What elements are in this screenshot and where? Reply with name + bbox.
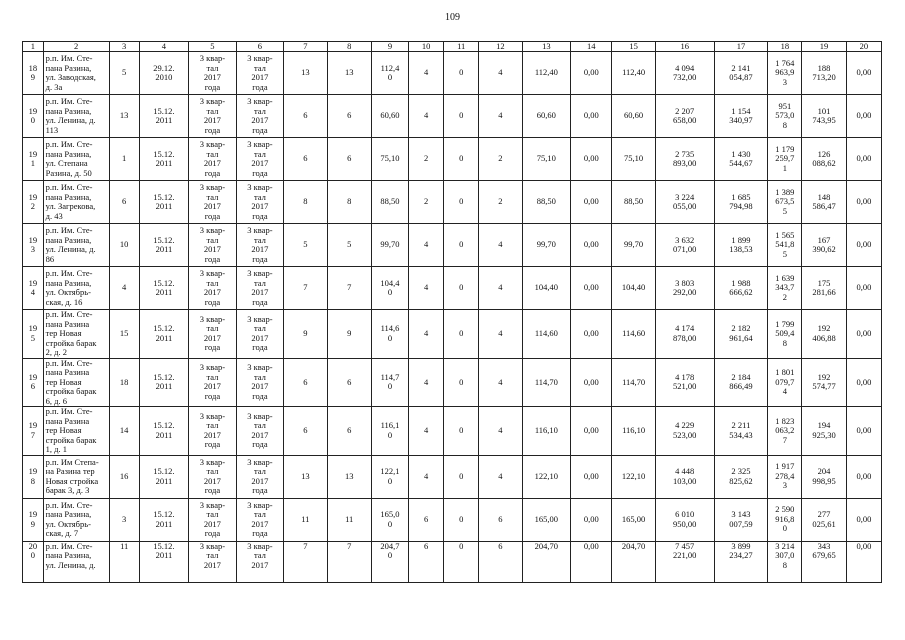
table-cell: 0 — [444, 52, 479, 95]
table-cell: 4 178 521,00 — [655, 358, 714, 407]
table-cell: 165,00 — [612, 498, 655, 541]
column-header: 11 — [444, 42, 479, 52]
table-cell: 0,00 — [571, 95, 612, 138]
table-cell: 19 5 — [23, 310, 44, 359]
table-cell: 2 325 825,62 — [714, 455, 768, 498]
column-header: 1 — [23, 42, 44, 52]
table-cell: 7 — [284, 267, 327, 310]
table-cell: 204,70 — [522, 541, 571, 582]
table-cell: 0 — [444, 455, 479, 498]
table-cell: 15.12. 2011 — [139, 224, 189, 267]
table-cell: 99,70 — [522, 224, 571, 267]
table-cell: 88,50 — [612, 181, 655, 224]
table-cell: 4 — [409, 310, 444, 359]
table-cell: 3 квар- тал 2017 года — [236, 358, 283, 407]
table-cell: 3 квар- тал 2017 года — [236, 52, 283, 95]
column-header: 12 — [479, 42, 522, 52]
table-cell: 6 — [327, 138, 371, 181]
table-cell: 1 988 666,62 — [714, 267, 768, 310]
address-cell: р.п. Им. Сте- пана Разина, ул. Ленина, д. 113 — [43, 95, 109, 138]
table-cell: 3 квар- тал 2017 года — [189, 138, 236, 181]
address-cell: р.п. Им. Сте- пана Разина тер Новая стройка барак 1, д. 1 — [43, 407, 109, 456]
table-cell: 0,00 — [571, 541, 612, 582]
table-cell: 126 088,62 — [802, 138, 846, 181]
table-cell: 114,70 — [612, 358, 655, 407]
table-cell: 15.12. 2011 — [139, 541, 189, 582]
table-cell: 0,00 — [846, 498, 881, 541]
column-header: 7 — [284, 42, 327, 52]
table-cell: 1 801 079,7 4 — [768, 358, 802, 407]
address-cell: р.п. Им. Сте- пана Разина тер Новая стройка барак 6, д. 6 — [43, 358, 109, 407]
table-cell: 1 154 340,97 — [714, 95, 768, 138]
table-cell: 3 квар- тал 2017 года — [189, 455, 236, 498]
table-cell: 112,40 — [522, 52, 571, 95]
table-cell: 16 — [109, 455, 139, 498]
address-cell: р.п. Им. Сте- пана Разина, ул. Октябрь- ская, д. 7 — [43, 498, 109, 541]
table-cell: 14 — [109, 407, 139, 456]
table-cell: 116,10 — [522, 407, 571, 456]
column-header: 13 — [522, 42, 571, 52]
column-header: 5 — [189, 42, 236, 52]
table-cell: 13 — [109, 95, 139, 138]
column-header: 3 — [109, 42, 139, 52]
table-cell: 4 — [479, 358, 522, 407]
table-cell: 6 — [479, 541, 522, 582]
table-cell: 5 — [327, 224, 371, 267]
table-cell: 0 — [444, 358, 479, 407]
address-cell: р.п. Им. Сте- пана Разина тер Новая стройка барак 2, д. 2 — [43, 310, 109, 359]
table-cell: 75,10 — [371, 138, 408, 181]
table-cell: 0 — [444, 181, 479, 224]
table-cell: 6 — [109, 181, 139, 224]
table-cell: 99,70 — [612, 224, 655, 267]
table-cell: 7 — [327, 267, 371, 310]
table-cell: 2 590 916,8 0 — [768, 498, 802, 541]
table-cell: 6 — [284, 138, 327, 181]
table-cell: 112,40 — [612, 52, 655, 95]
table-cell: 4 — [409, 455, 444, 498]
address-cell: р.п. Им. Сте- пана Разина, ул. Ленина, д. — [43, 541, 109, 582]
table-row — [23, 407, 882, 456]
column-header: 6 — [236, 42, 283, 52]
table-cell: 3 квар- тал 2017 года — [189, 181, 236, 224]
table-cell: 13 — [327, 455, 371, 498]
table-cell: 3 квар- тал 2017 — [236, 541, 283, 582]
table-cell: 104,4 0 — [371, 267, 408, 310]
table-cell: 8 — [327, 181, 371, 224]
header-row — [23, 42, 882, 52]
table-cell: 3 632 071,00 — [655, 224, 714, 267]
table-cell: 951 573,0 8 — [768, 95, 802, 138]
table-cell: 5 — [284, 224, 327, 267]
column-header: 16 — [655, 42, 714, 52]
table-cell: 11 — [109, 541, 139, 582]
table-cell: 18 9 — [23, 52, 44, 95]
table-cell: 7 — [284, 541, 327, 582]
page-number: 109 — [445, 12, 460, 23]
table-cell: 192 574,77 — [802, 358, 846, 407]
table-cell: 19 3 — [23, 224, 44, 267]
table-cell: 188 713,20 — [802, 52, 846, 95]
table-cell: 7 457 221,00 — [655, 541, 714, 582]
table-cell: 3 — [109, 498, 139, 541]
table-cell: 2 184 866,49 — [714, 358, 768, 407]
table-cell: 19 1 — [23, 138, 44, 181]
table-cell: 9 — [284, 310, 327, 359]
table-cell: 3 квар- тал 2017 года — [236, 95, 283, 138]
table-cell: 0,00 — [571, 358, 612, 407]
table-cell: 2 182 961,64 — [714, 310, 768, 359]
table-cell: 11 — [284, 498, 327, 541]
table-cell: 4 — [479, 407, 522, 456]
table-cell: 0,00 — [571, 498, 612, 541]
table-cell: 19 7 — [23, 407, 44, 456]
table-cell: 167 390,62 — [802, 224, 846, 267]
table-cell: 1 899 138,53 — [714, 224, 768, 267]
table-cell: 15.12. 2011 — [139, 498, 189, 541]
table-cell: 204,70 — [612, 541, 655, 582]
table-cell: 4 094 732,00 — [655, 52, 714, 95]
table-cell: 3 квар- тал 2017 года — [236, 181, 283, 224]
table-cell: 2 141 054,87 — [714, 52, 768, 95]
table-cell: 4 — [409, 407, 444, 456]
table-cell: 0 — [444, 407, 479, 456]
table-cell: 122,10 — [522, 455, 571, 498]
table-cell: 1 823 063,2 7 — [768, 407, 802, 456]
table-row — [23, 52, 882, 95]
table-cell: 6 — [327, 358, 371, 407]
table-cell: 6 — [409, 498, 444, 541]
table-cell: 60,60 — [612, 95, 655, 138]
table-row — [23, 224, 882, 267]
table-cell: 1 565 541,8 5 — [768, 224, 802, 267]
table-cell: 20 0 — [23, 541, 44, 582]
table-cell: 6 — [479, 498, 522, 541]
table-cell: 4 — [479, 52, 522, 95]
table-cell: 0,00 — [571, 181, 612, 224]
table-cell: 3 143 007,59 — [714, 498, 768, 541]
table-cell: 3 803 292,00 — [655, 267, 714, 310]
table-cell: 6 010 950,00 — [655, 498, 714, 541]
table-cell: 19 0 — [23, 95, 44, 138]
table-cell: 13 — [284, 52, 327, 95]
table-cell: 9 — [327, 310, 371, 359]
table-cell: 204 998,95 — [802, 455, 846, 498]
table-cell: 15.12. 2011 — [139, 358, 189, 407]
table-cell: 6 — [284, 95, 327, 138]
address-cell: р.п. Им. Сте- пана Разина, ул. Степана Разина, д. 50 — [43, 138, 109, 181]
table-cell: 4 174 878,00 — [655, 310, 714, 359]
table-row — [23, 541, 882, 582]
table-cell: 4 — [409, 95, 444, 138]
table-cell: 3 квар- тал 2017 года — [236, 310, 283, 359]
table-cell: 122,1 0 — [371, 455, 408, 498]
table-row — [23, 358, 882, 407]
column-header: 2 — [43, 42, 109, 52]
table-cell: 1 639 343,7 2 — [768, 267, 802, 310]
table-cell: 114,6 0 — [371, 310, 408, 359]
address-cell: р.п. Им. Сте- пана Разина, ул. Заводская, д. 3а — [43, 52, 109, 95]
table-cell: 15.12. 2011 — [139, 310, 189, 359]
table-cell: 0,00 — [571, 224, 612, 267]
table-cell: 19 2 — [23, 181, 44, 224]
column-header: 17 — [714, 42, 768, 52]
table-row — [23, 310, 882, 359]
table-cell: 0 — [444, 95, 479, 138]
table-cell: 3 квар- тал 2017 года — [189, 358, 236, 407]
table-cell: 3 899 234,27 — [714, 541, 768, 582]
table-cell: 0,00 — [571, 267, 612, 310]
column-header: 20 — [846, 42, 881, 52]
table-cell: 3 квар- тал 2017 года — [236, 407, 283, 456]
table-cell: 3 квар- тал 2017 года — [189, 310, 236, 359]
table-cell: 1 764 963,9 3 — [768, 52, 802, 95]
table-cell: 114,60 — [522, 310, 571, 359]
table-cell: 3 квар- тал 2017 года — [236, 267, 283, 310]
table-cell: 4 — [409, 358, 444, 407]
table-cell: 15.12. 2011 — [139, 181, 189, 224]
table-cell: 60,60 — [522, 95, 571, 138]
table-cell: 165,00 — [522, 498, 571, 541]
table-cell: 3 квар- тал 2017 года — [189, 224, 236, 267]
table-cell: 88,50 — [522, 181, 571, 224]
table-cell: 2 — [479, 138, 522, 181]
table-cell: 2 207 658,00 — [655, 95, 714, 138]
table-row — [23, 181, 882, 224]
table-cell: 15.12. 2011 — [139, 455, 189, 498]
table-cell: 3 квар- тал 2017 года — [189, 95, 236, 138]
table-cell: 0 — [444, 541, 479, 582]
table-cell: 0,00 — [571, 310, 612, 359]
table-cell: 4 — [409, 52, 444, 95]
table-cell: 0,00 — [571, 52, 612, 95]
table-cell: 148 586,47 — [802, 181, 846, 224]
address-cell: р.п. Им. Сте- пана Разина, ул. Ленина, д. 86 — [43, 224, 109, 267]
table-cell: 343 679,65 — [802, 541, 846, 582]
table-cell: 1 917 278,4 3 — [768, 455, 802, 498]
table-cell: 0,00 — [571, 407, 612, 456]
table-cell: 7 — [327, 541, 371, 582]
table-cell: 19 9 — [23, 498, 44, 541]
table-cell: 3 квар- тал 2017 года — [189, 267, 236, 310]
table-cell: 4 — [479, 455, 522, 498]
table-cell: 3 квар- тал 2017 года — [236, 455, 283, 498]
table-cell: 2 — [479, 181, 522, 224]
table-cell: 0,00 — [846, 407, 881, 456]
table-cell: 2 735 893,00 — [655, 138, 714, 181]
column-header: 8 — [327, 42, 371, 52]
table-cell: 19 8 — [23, 455, 44, 498]
table-cell: 8 — [284, 181, 327, 224]
table-cell: 0,00 — [846, 95, 881, 138]
table-cell: 15.12. 2011 — [139, 95, 189, 138]
table-cell: 99,70 — [371, 224, 408, 267]
table-cell: 0,00 — [846, 455, 881, 498]
table-cell: 3 224 055,00 — [655, 181, 714, 224]
table-cell: 18 — [109, 358, 139, 407]
table-cell: 3 квар- тал 2017 — [189, 541, 236, 582]
table-row — [23, 267, 882, 310]
table-cell: 3 квар- тал 2017 года — [189, 407, 236, 456]
table-cell: 2 211 534,43 — [714, 407, 768, 456]
table-cell: 13 — [284, 455, 327, 498]
table-cell: 2 — [409, 181, 444, 224]
table-cell: 0,00 — [846, 267, 881, 310]
table-cell: 194 925,30 — [802, 407, 846, 456]
table-row — [23, 498, 882, 541]
table-cell: 0 — [444, 138, 479, 181]
table-cell: 1 430 544,67 — [714, 138, 768, 181]
table-cell: 19 4 — [23, 267, 44, 310]
table-cell: 4 — [479, 95, 522, 138]
table-cell: 0,00 — [846, 358, 881, 407]
address-cell: р.п. Им Степа- на Разина тер Новая стройка барак 3, д. 3 — [43, 455, 109, 498]
table-cell: 192 406,88 — [802, 310, 846, 359]
column-header: 15 — [612, 42, 655, 52]
table-cell: 4 — [109, 267, 139, 310]
table-cell: 13 — [327, 52, 371, 95]
table-cell: 3 214 307,0 8 — [768, 541, 802, 582]
table-cell: 75,10 — [612, 138, 655, 181]
table-cell: 6 — [409, 541, 444, 582]
table-cell: 1 389 673,5 5 — [768, 181, 802, 224]
table-cell: 15.12. 2011 — [139, 267, 189, 310]
table-cell: 4 448 103,00 — [655, 455, 714, 498]
table-cell: 6 — [327, 407, 371, 456]
table-cell: 4 — [409, 224, 444, 267]
table-cell: 2 — [409, 138, 444, 181]
table-cell: 0 — [444, 498, 479, 541]
table-cell: 6 — [284, 407, 327, 456]
table-cell: 104,40 — [612, 267, 655, 310]
address-cell: р.п. Им. Сте- пана Разина, ул. Октябрь- ская, д. 16 — [43, 267, 109, 310]
column-header: 4 — [139, 42, 189, 52]
table-cell: 88,50 — [371, 181, 408, 224]
column-header: 18 — [768, 42, 802, 52]
column-header: 14 — [571, 42, 612, 52]
table-cell: 277 025,61 — [802, 498, 846, 541]
table-cell: 101 743,95 — [802, 95, 846, 138]
table-cell: 11 — [327, 498, 371, 541]
table-cell: 3 квар- тал 2017 года — [236, 224, 283, 267]
table-cell: 60,60 — [371, 95, 408, 138]
table-cell: 0 — [444, 224, 479, 267]
column-header: 9 — [371, 42, 408, 52]
table-cell: 3 квар- тал 2017 года — [189, 498, 236, 541]
table-cell: 4 — [479, 267, 522, 310]
table-cell: 104,40 — [522, 267, 571, 310]
table-body — [23, 42, 882, 583]
table-cell: 116,10 — [612, 407, 655, 456]
table-cell: 75,10 — [522, 138, 571, 181]
table-cell: 19 6 — [23, 358, 44, 407]
table-cell: 3 квар- тал 2017 года — [236, 498, 283, 541]
table-cell: 10 — [109, 224, 139, 267]
table-cell: 0,00 — [846, 310, 881, 359]
table-row — [23, 95, 882, 138]
table-cell: 1 799 509,4 8 — [768, 310, 802, 359]
table-cell: 114,60 — [612, 310, 655, 359]
table-cell: 0 — [444, 310, 479, 359]
table-cell: 0,00 — [846, 541, 881, 582]
table-cell: 0,00 — [571, 138, 612, 181]
table-cell: 4 229 523,00 — [655, 407, 714, 456]
table-cell: 29.12. 2010 — [139, 52, 189, 95]
table-cell: 5 — [109, 52, 139, 95]
table-row — [23, 138, 882, 181]
table-cell: 1 685 794,98 — [714, 181, 768, 224]
table-cell: 0,00 — [846, 224, 881, 267]
table-cell: 3 квар- тал 2017 года — [236, 138, 283, 181]
table-cell: 6 — [284, 358, 327, 407]
data-table — [22, 41, 882, 583]
table-cell: 15.12. 2011 — [139, 138, 189, 181]
table-row — [23, 455, 882, 498]
table-cell: 204,7 0 — [371, 541, 408, 582]
table-cell: 0,00 — [846, 52, 881, 95]
table-cell: 0 — [444, 267, 479, 310]
table-cell: 114,7 0 — [371, 358, 408, 407]
table-cell: 0,00 — [846, 138, 881, 181]
address-cell: р.п. Им. Сте- пана Разина, ул. Загрекова, д. 43 — [43, 181, 109, 224]
table-cell: 116,1 0 — [371, 407, 408, 456]
table-cell: 1 — [109, 138, 139, 181]
column-header: 10 — [409, 42, 444, 52]
table-cell: 4 — [479, 224, 522, 267]
table-cell: 15 — [109, 310, 139, 359]
table-cell: 4 — [409, 267, 444, 310]
table-cell: 1 179 259,7 1 — [768, 138, 802, 181]
table-cell: 6 — [327, 95, 371, 138]
table-cell: 122,10 — [612, 455, 655, 498]
table-cell: 165,0 0 — [371, 498, 408, 541]
table-cell: 0,00 — [571, 455, 612, 498]
column-header: 19 — [802, 42, 846, 52]
table-cell: 175 281,66 — [802, 267, 846, 310]
table-cell: 112,4 0 — [371, 52, 408, 95]
table-cell: 15.12. 2011 — [139, 407, 189, 456]
table-cell: 3 квар- тал 2017 года — [189, 52, 236, 95]
table-cell: 4 — [479, 310, 522, 359]
table-cell: 114,70 — [522, 358, 571, 407]
table-cell: 0,00 — [846, 181, 881, 224]
